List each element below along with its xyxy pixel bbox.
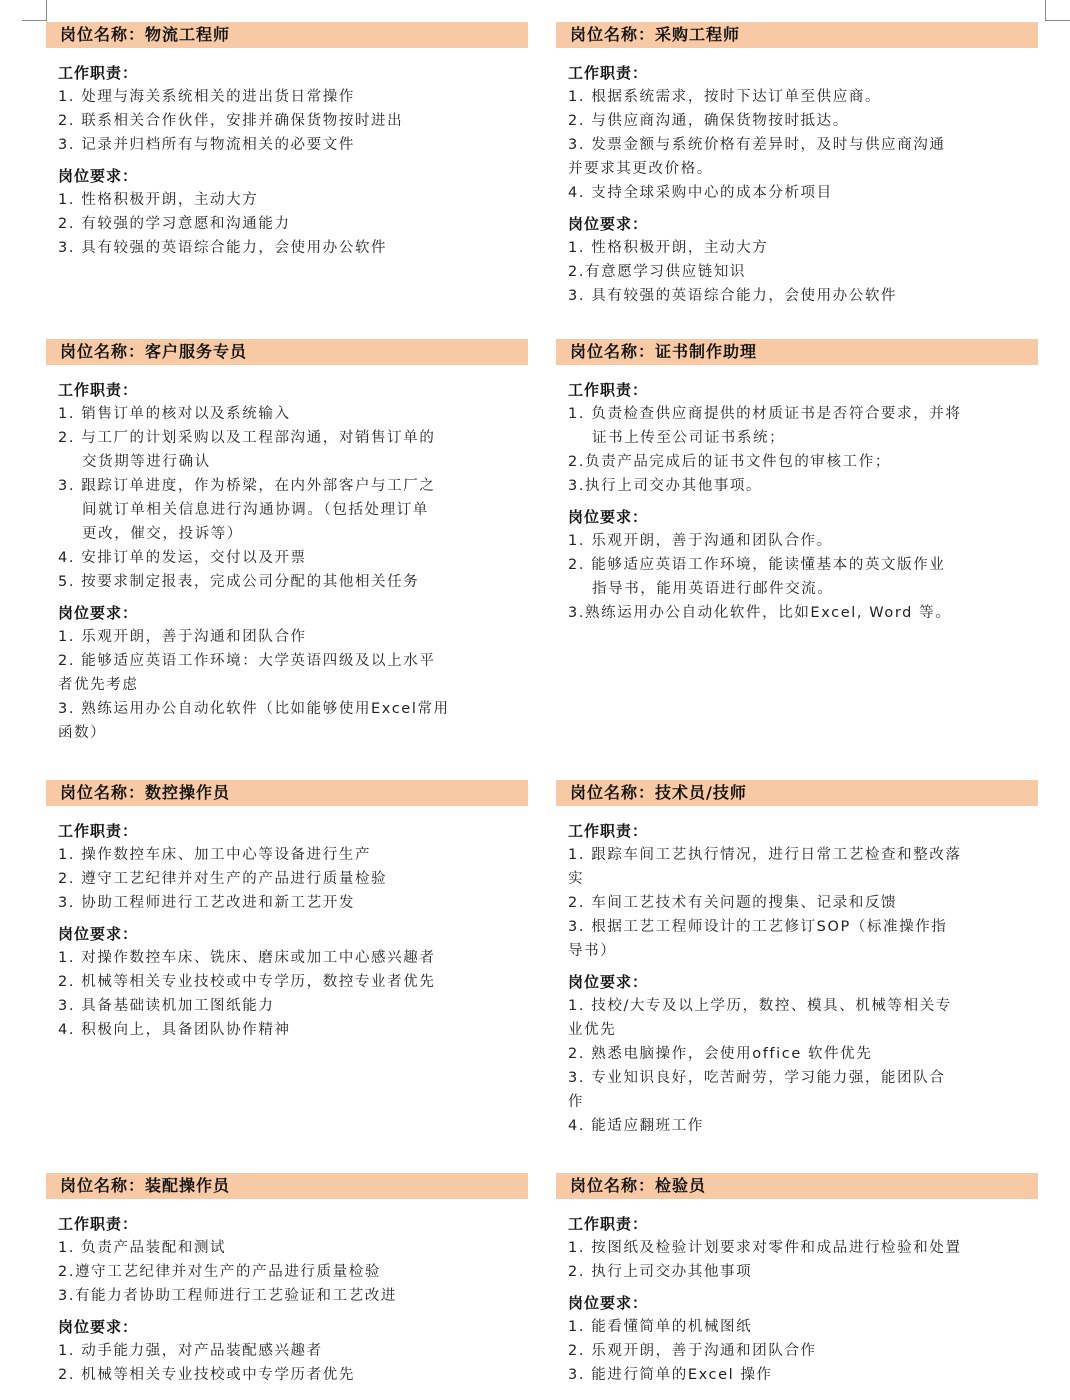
job-title: 岗位名称：采购工程师 bbox=[556, 22, 1038, 48]
requirement-item: 指导书，能用英语进行邮件交流。 bbox=[592, 581, 834, 597]
requirement-item: 2.有意愿学习供应链知识 bbox=[568, 264, 747, 280]
crop-mark-left-h bbox=[22, 20, 47, 21]
requirement-item: 1. 技校/大专及以上学历，数控、模具、机械等相关专 bbox=[568, 998, 952, 1014]
job-card-inspector bbox=[556, 1173, 1038, 1387]
duty-item: 2. 执行上司交办其他事项 bbox=[568, 1264, 753, 1280]
requirements-label: 岗位要求： bbox=[58, 925, 139, 943]
requirement-item: 2. 能够适应英语工作环境：大学英语四级及以上水平 bbox=[58, 653, 436, 669]
requirement-item: 3. 熟练运用办公自动化软件（比如能够使用Excel常用 bbox=[58, 701, 450, 717]
requirement-item: 作 bbox=[568, 1094, 585, 1110]
duty-item: 3. 根据工艺工程师设计的工艺修订SOP（标准操作指 bbox=[568, 919, 948, 935]
requirement-item: 1. 性格积极开朗，主动大方 bbox=[568, 240, 769, 256]
crop-mark-left bbox=[46, 0, 47, 20]
requirement-item: 者优先考虑 bbox=[58, 677, 139, 693]
duty-item: 3. 协助工程师进行工艺改进和新工艺开发 bbox=[58, 895, 355, 911]
duty-item: 2. 与工厂的计划采购以及工程部沟通，对销售订单的 bbox=[58, 430, 436, 446]
requirements-label: 岗位要求： bbox=[58, 167, 139, 185]
requirements-label: 岗位要求： bbox=[568, 973, 649, 991]
duty-item: 并要求其更改价格。 bbox=[568, 161, 713, 177]
duty-item: 2. 车间工艺技术有关问题的搜集、记录和反馈 bbox=[568, 895, 898, 911]
duty-item: 1. 负责产品装配和测试 bbox=[58, 1240, 227, 1256]
duties-label: 工作职责： bbox=[58, 1215, 139, 1233]
duty-item: 1. 根据系统需求，按时下达订单至供应商。 bbox=[568, 89, 882, 105]
job-card-purchasing-engineer bbox=[556, 22, 1038, 308]
requirement-item: 1. 对操作数控车床、铣床、磨床或加工中心感兴趣者 bbox=[58, 950, 436, 966]
duty-item: 4. 安排订单的发运，交付以及开票 bbox=[58, 550, 307, 566]
job-title: 岗位名称：客户服务专员 bbox=[46, 339, 528, 365]
duty-item: 更改，催交，投诉等） bbox=[82, 526, 243, 542]
duty-item: 2. 联系相关合作伙伴，安排并确保货物按时进出 bbox=[58, 113, 404, 129]
requirements-label: 岗位要求： bbox=[58, 604, 139, 622]
duty-item: 1. 按图纸及检验计划要求对零件和成品进行检验和处置 bbox=[568, 1240, 962, 1256]
requirement-item: 2. 熟悉电脑操作，会使用office 软件优先 bbox=[568, 1046, 873, 1062]
duty-item: 3.有能力者协助工程师进行工艺验证和工艺改进 bbox=[58, 1288, 398, 1304]
requirement-item: 1. 性格积极开朗，主动大方 bbox=[58, 192, 259, 208]
duty-item: 2. 遵守工艺纪律并对生产的产品进行质量检验 bbox=[58, 871, 388, 887]
job-card-cnc-operator bbox=[46, 780, 528, 1042]
duties-label: 工作职责： bbox=[58, 822, 139, 840]
requirement-item: 4. 积极向上，具备团队协作精神 bbox=[58, 1022, 291, 1038]
job-title: 岗位名称：物流工程师 bbox=[46, 22, 528, 48]
duties-label: 工作职责： bbox=[568, 381, 649, 399]
job-title: 岗位名称：数控操作员 bbox=[46, 780, 528, 806]
duties-label: 工作职责： bbox=[568, 1215, 649, 1233]
job-title: 岗位名称：技术员/技师 bbox=[556, 780, 1038, 806]
job-card-logistics-engineer bbox=[46, 22, 528, 260]
job-title: 岗位名称：检验员 bbox=[556, 1173, 1038, 1199]
requirement-item: 2. 能够适应英语工作环境，能读懂基本的英文版作业 bbox=[568, 557, 946, 573]
job-card-certificate-assistant bbox=[556, 339, 1038, 625]
requirement-item: 业优先 bbox=[568, 1022, 617, 1038]
requirements-label: 岗位要求： bbox=[568, 215, 649, 233]
requirement-item: 3.熟练运用办公自动化软件，比如Excel, Word 等。 bbox=[568, 605, 952, 621]
duty-item: 3. 发票金额与系统价格有差异时，及时与供应商沟通 bbox=[568, 137, 946, 153]
duty-item: 证书上传至公司证书系统； bbox=[592, 430, 786, 446]
duty-item: 3. 记录并归档所有与物流相关的必要文件 bbox=[58, 137, 355, 153]
requirement-item: 3. 具有较强的英语综合能力，会使用办公软件 bbox=[568, 288, 898, 304]
duty-item: 1. 操作数控车床、加工中心等设备进行生产 bbox=[58, 847, 372, 863]
requirements-label: 岗位要求： bbox=[58, 1318, 139, 1336]
requirement-item: 3. 具备基础读机加工图纸能力 bbox=[58, 998, 275, 1014]
duties-label: 工作职责： bbox=[58, 64, 139, 82]
duty-item: 1. 销售订单的核对以及系统输入 bbox=[58, 406, 291, 422]
duty-item: 4. 支持全球采购中心的成本分析项目 bbox=[568, 185, 833, 201]
duty-item: 1. 负责检查供应商提供的材质证书是否符合要求，并将 bbox=[568, 406, 962, 422]
job-card-technician bbox=[556, 780, 1038, 1138]
requirement-item: 1. 乐观开朗，善于沟通和团队合作。 bbox=[568, 533, 833, 549]
duty-item: 3.执行上司交办其他事项。 bbox=[568, 478, 763, 494]
job-title: 岗位名称：装配操作员 bbox=[46, 1173, 528, 1199]
requirement-item: 3. 能进行简单的Excel 操作 bbox=[568, 1367, 773, 1383]
duty-item: 1. 跟踪车间工艺执行情况，进行日常工艺检查和整改落 bbox=[568, 847, 962, 863]
crop-mark-right bbox=[1045, 0, 1046, 20]
requirement-item: 3. 专业知识良好，吃苦耐劳，学习能力强，能团队合 bbox=[568, 1070, 946, 1086]
job-card-customer-service bbox=[46, 339, 528, 745]
requirement-item: 1. 能看懂简单的机械图纸 bbox=[568, 1319, 753, 1335]
job-title: 岗位名称：证书制作助理 bbox=[556, 339, 1038, 365]
duties-label: 工作职责： bbox=[568, 64, 649, 82]
job-card-assembly-operator bbox=[46, 1173, 528, 1387]
duty-item: 间就订单相关信息进行沟通协调。（包括处理订单 bbox=[82, 502, 429, 518]
duty-item: 2.负责产品完成后的证书文件包的审核工作； bbox=[568, 454, 891, 470]
crop-mark-right-h bbox=[1045, 20, 1070, 21]
duty-item: 2.遵守工艺纪律并对生产的产品进行质量检验 bbox=[58, 1264, 381, 1280]
requirements-label: 岗位要求： bbox=[568, 508, 649, 526]
duties-label: 工作职责： bbox=[58, 381, 139, 399]
duty-item: 3. 跟踪订单进度，作为桥梁，在内外部客户与工厂之 bbox=[58, 478, 436, 494]
requirement-item: 1. 乐观开朗，善于沟通和团队合作 bbox=[58, 629, 307, 645]
requirement-item: 4. 能适应翻班工作 bbox=[568, 1118, 704, 1134]
requirements-label: 岗位要求： bbox=[568, 1294, 649, 1312]
duties-label: 工作职责： bbox=[568, 822, 649, 840]
requirement-item: 2. 机械等相关专业技校或中专学历者优先 bbox=[58, 1367, 355, 1383]
requirement-item: 1. 动手能力强，对产品装配感兴趣者 bbox=[58, 1343, 323, 1359]
requirement-item: 2. 机械等相关专业技校或中专学历，数控专业者优先 bbox=[58, 974, 436, 990]
requirement-item: 函数） bbox=[58, 725, 107, 741]
duty-item: 5. 按要求制定报表，完成公司分配的其他相关任务 bbox=[58, 574, 420, 590]
duty-item: 1. 处理与海关系统相关的进出货日常操作 bbox=[58, 89, 355, 105]
duty-item: 2. 与供应商沟通，确保货物按时抵达。 bbox=[568, 113, 849, 129]
duty-item: 交货期等进行确认 bbox=[82, 454, 211, 470]
requirement-item: 2. 乐观开朗，善于沟通和团队合作 bbox=[568, 1343, 817, 1359]
duty-item: 实 bbox=[568, 871, 585, 887]
requirement-item: 3. 具有较强的英语综合能力，会使用办公软件 bbox=[58, 240, 388, 256]
duty-item: 导书） bbox=[568, 943, 617, 959]
requirement-item: 2. 有较强的学习意愿和沟通能力 bbox=[58, 216, 291, 232]
